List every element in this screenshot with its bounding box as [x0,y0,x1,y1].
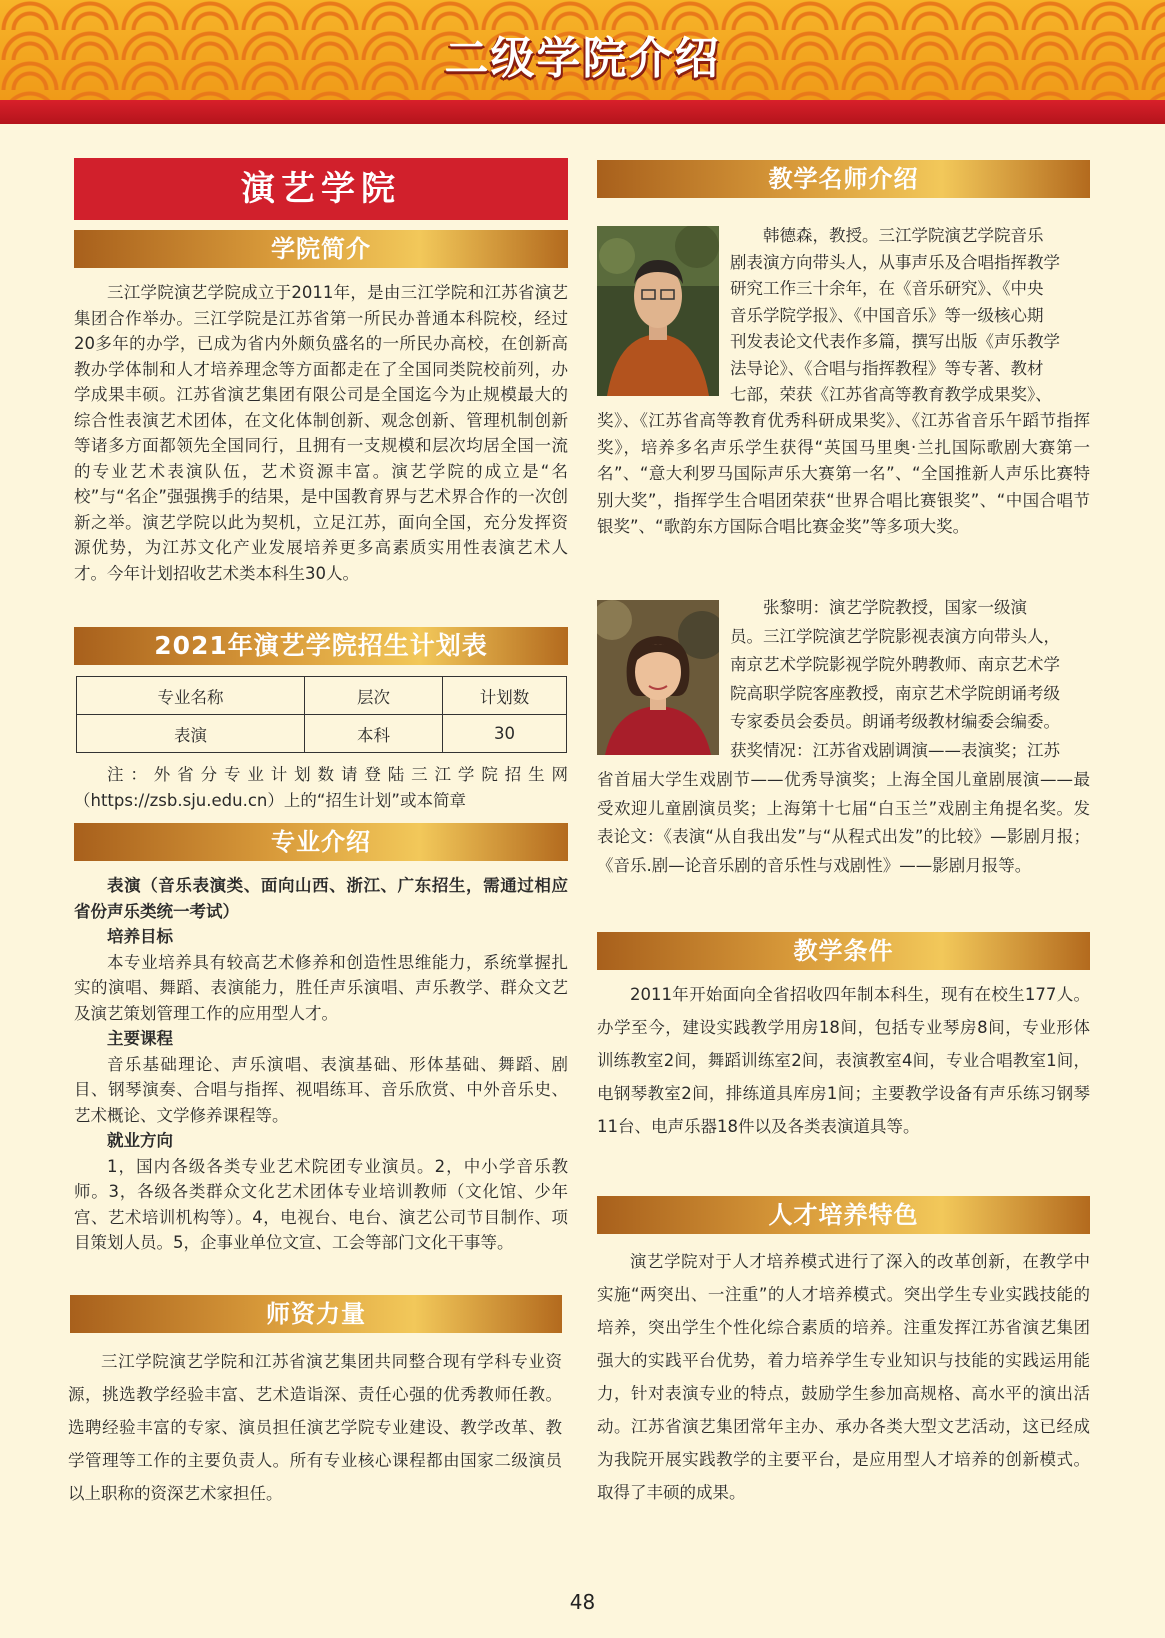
job-text: 1，国内各级各类专业艺术院团专业演员。2，中小学音乐教师。3，各级各类群众文化艺术团体专业培训教师（文化馆、少年宫、艺术培训机构等）。4，电视台、电台、演艺公司节目制作、项目策划人员。5，企事业单位文宣、工会等部门文化干事等。 [74,1156,568,1252]
text-line: 刊发表论文代表作多篇，撰写出版《声乐教学 [730,332,1060,351]
text-line: 音乐学院学报》、《中国音乐》等一级核心期 [730,305,1044,325]
plan-note: 注：外省分专业计划数请登陆三江学院招生网（https://zsb.sju.edu.cn）上的“招生计划”或本简章 [74,765,568,810]
course-heading: 主要课程 [107,1029,173,1048]
job-heading: 就业方向 [107,1131,173,1150]
text-line: 剧表演方向带头人，从事声乐及合唱指挥教学 [730,252,1060,272]
teacher-zhang-side [730,594,1090,765]
text-line: 法导论》、《合唱与指挥教程》等专著、教材 [730,358,1044,378]
goal-heading: 培养目标 [107,927,173,946]
text-line: 获奖情况：江苏省戏剧调演——表演奖；江苏 [730,740,1060,760]
plan-table [76,676,567,753]
header-red-band [0,100,1165,124]
portrait-illustration [597,226,719,396]
faculty-heading: 师资力量 [70,1295,562,1333]
text-line: 七部，荣获《江苏省高等教育教学成果奖》、 [730,385,1052,404]
intro-heading: 学院简介 [74,230,568,268]
major-section [74,873,568,1256]
major-heading: 专业介绍 [74,823,568,861]
text-line: 韩德森，教授。三江学院演艺学院音乐 [763,226,1044,245]
teacher-han-side [730,223,1090,409]
table-cell: 30 [443,715,567,753]
page-number: 48 [569,1590,596,1614]
goal-text: 本专业培养具有较高艺术修养和创造性思维能力，系统掌握扎实的演唱、舞蹈、表演能力，胜任声乐演唱、声乐教学、群众文艺及演艺策划管理工作的应用型人才。 [74,952,568,1023]
conditions-heading: 教学条件 [597,932,1090,970]
conditions-text: 2011年开始面向全省招收四年制本科生，现有在校生177人。办学至今，建设实践教学用房18间，包括专业琴房8间，专业形体训练教室2间，舞蹈训练室2间，表演教室4间，专业合唱教室1间，电钢琴教室2间，排练道具库房1间；主要教学设备有声乐练习钢琴11台、电声乐器18件以及各类表演道具等。 [597,985,1090,1136]
teacher-photo-zhang [597,600,719,755]
text-line: 研究工作三十余年，在《音乐研究》、《中央 [730,279,1044,298]
text-line: 专家委员会委员。朗诵考级教材编委会编委。 [730,712,1060,731]
teachers-heading: 教学名师介绍 [597,160,1090,198]
intro-text: 三江学院演艺学院成立于2011年，是由三江学院和江苏省演艺集团合作举办。三江学院是江苏省第一所民办普通本科院校，经过20多年的办学，已成为省内外颇负盛名的一所民办高校，在创新高教办学体制和人才培养理念等方面都走在了全国同类院校前列，办学成果丰硕。江苏省演艺集团有限公司是全国迄今为止规模最大的综合性表演艺术团体，在文化体制创新、观念创新、管理机制创新等诸多方面都领先全国同行，且拥有一支规模和层次均居全国一流的专业艺术表演队伍，艺术资源丰富。演艺学院的成立是“名校”与“名企”强强携手的结果，是中国教育界与艺术界合作的一次创新之举。演艺学院以此为契机，立足江苏，面向全国，充分发挥资源优势，为江苏文化产业发展培养更多高素质实用性表演艺术人才。今年计划招收艺术类本科生30人。 [74,283,568,583]
teacher-zhang-rest: 省首届大学生戏剧节——优秀导演奖；上海全国儿童剧展演——最受欢迎儿童剧演员奖；上海第十七届“白玉兰”戏剧主角提名奖。发表论文：《表演“从自我出发”与“从程式出发”的比较》—影剧月报；《音乐.剧—论音乐剧的音乐性与戏剧性》——影剧月报等。 [597,770,1090,875]
table-header-row [77,677,567,715]
table-header-cell: 专业名称 [77,677,305,715]
text-line: 南京艺术学院影视学院外聘教师、南京艺术学 [730,655,1060,674]
training-text: 演艺学院对于人才培养模式进行了深入的改革创新，在教学中实施“两突出、一注重”的人才培养模式。突出学生专业实践技能的培养，突出学生个性化综合素质的培养。注重发挥江苏省演艺集团强大的实践平台优势，着力培养学生专业知识与技能的实践运用能力，针对表演专业的特点，鼓励学生参加高规格、高水平的演出活动。江苏省演艺集团常年主办、承办各类大型文艺活动，这已经成为我院开展实践教学的主要平台，是应用型人才培养的创新模式。取得了丰硕的成果。 [597,1252,1090,1502]
faculty-text: 三江学院演艺学院和江苏省演艺集团共同整合现有学科专业资源，挑选教学经验丰富、艺术造诣深、责任心强的优秀教师任教。选聘经验丰富的专家、演员担任演艺学院专业建设、教学改革、教学管理等工作的主要负责人。所有专业核心课程都由国家二级演员以上职称的资深艺术家担任。 [68,1352,562,1503]
plan-heading: 2021年演艺学院招生计划表 [74,627,568,665]
teacher-photo-han [597,226,719,396]
page-title: 二级学院介绍 [444,33,721,84]
text-line: 张黎明：演艺学院教授，国家一级演 [763,598,1027,617]
table-cell: 表演 [77,715,305,753]
table-cell: 本科 [305,715,443,753]
text-line: 员。三江学院演艺学院影视表演方向带头人， [730,626,1060,646]
portrait-illustration [597,600,719,755]
text-line: 院高职学院客座教授，南京艺术学院朗诵考级 [730,683,1060,703]
major-title: 表演（音乐表演类、面向山西、浙江、广东招生，需通过相应省份声乐类统一考试） [74,876,568,921]
course-text: 音乐基础理论、声乐演唱、表演基础、形体基础、舞蹈、剧目、钢琴演奏、合唱与指挥、视唱练耳、音乐欣赏、中外音乐史、艺术概论、文学修养课程等。 [74,1054,568,1125]
table-header-cell: 层次 [305,677,443,715]
table-row [77,715,567,753]
college-title: 演艺学院 [74,158,568,220]
teacher-han-rest: 奖》、《江苏省高等教育优秀科研成果奖》、《江苏省音乐午蹈节指挥奖》，培养多名声乐学生获得“英国马里奥·兰扎国际歌剧大赛第一名”、“意大利罗马国际声乐大赛第一名”、“全国推新人声乐比赛特别大奖”，指挥学生合唱团荣获“世界合唱比赛银奖”、“中国合唱节银奖”、“歌韵东方国际合唱比赛金奖”等多项大奖。 [597,411,1090,536]
table-header-cell: 计划数 [443,677,567,715]
training-heading: 人才培养特色 [597,1196,1090,1234]
